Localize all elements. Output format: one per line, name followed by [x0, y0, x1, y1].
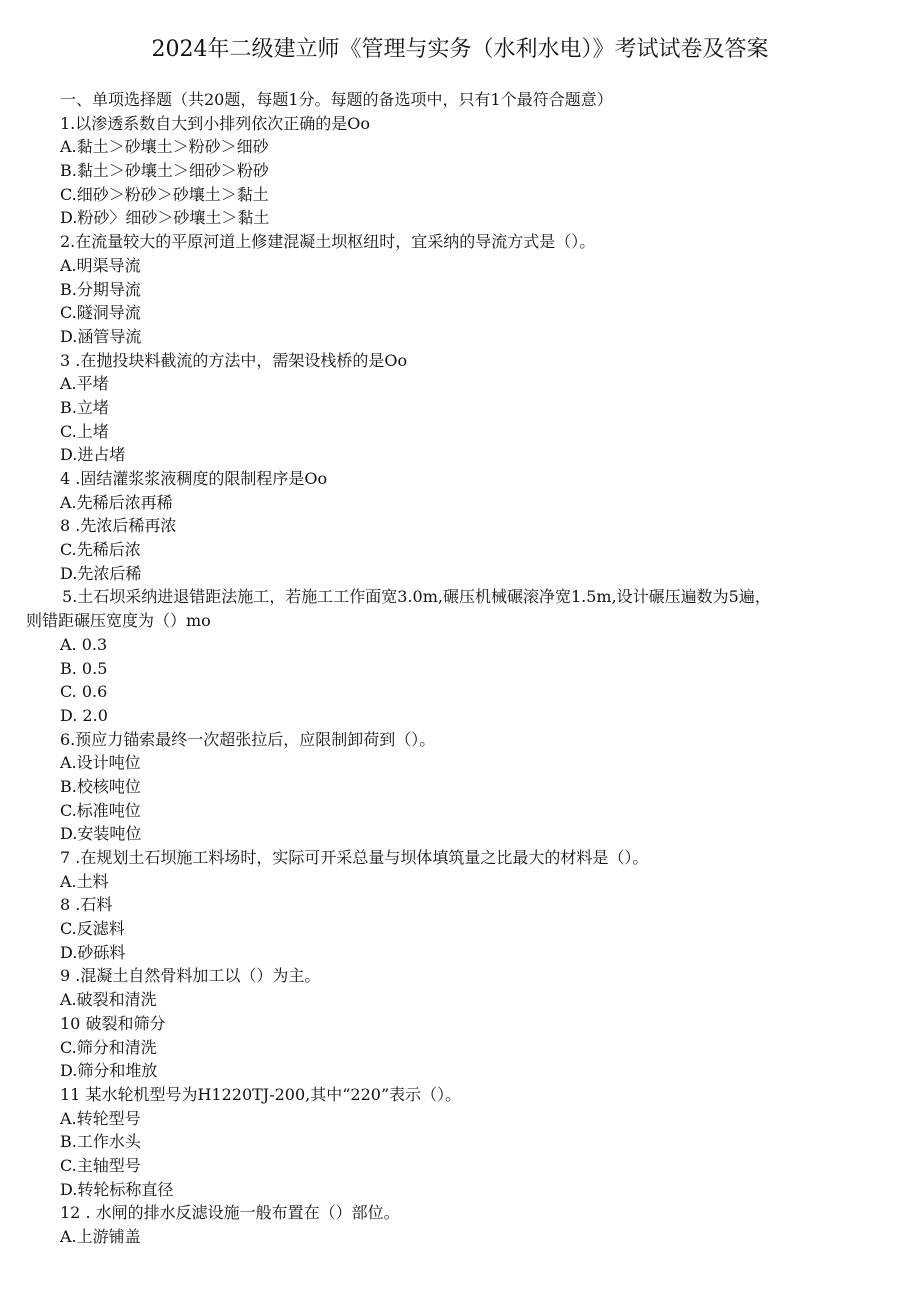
text-line: C.筛分和清洗: [60, 1037, 157, 1057]
text-line: D.进占堵: [60, 445, 126, 465]
text-line: 3 .在抛投块料截流的方法中，需架设栈桥的是Oo: [60, 350, 408, 370]
text-line: A.转轮型号: [60, 1108, 141, 1128]
text-line: D.转轮标称直径: [60, 1179, 174, 1199]
text-line: B.黏土＞砂壤土＞细砂＞粉砂: [60, 161, 269, 181]
text-line: C.上堵: [60, 421, 109, 441]
text-line: A.黏土＞砂壤土＞粉砂＞细砂: [60, 137, 269, 157]
text-line: C. 0.6: [60, 682, 108, 702]
text-line: A.平堵: [60, 374, 109, 394]
text-line: C.标准吨位: [60, 800, 141, 820]
text-line: C.细砂＞粉砂＞砂壤土＞黏土: [60, 184, 269, 204]
text-line: 10 破裂和筛分: [60, 1013, 166, 1033]
text-line: 8 .石料: [60, 895, 113, 915]
text-line: 8 .先浓后稀再浓: [60, 516, 177, 536]
text-line: D.安装吨位: [60, 824, 142, 844]
text-line: A.破裂和清洗: [60, 990, 157, 1010]
text-line: C.反滤料: [60, 919, 125, 939]
text-line: D. 2.0: [60, 705, 108, 725]
document-title: 2024年二级建立师《管理与实务（水利水电）》考试试卷及答案: [151, 37, 769, 62]
text-line: D.涵管导流: [60, 326, 142, 346]
text-line: A.先稀后浓再稀: [60, 492, 173, 512]
text-line: C.主轴型号: [60, 1155, 141, 1175]
text-line: A.设计吨位: [60, 753, 141, 773]
text-line: D.筛分和堆放: [60, 1061, 158, 1081]
text-line: 11 某水轮机型号为H1220TJ-200,其中“220”表示（）。: [60, 1084, 462, 1104]
text-line: A.土料: [60, 871, 109, 891]
text-line: 7 .在规划土石坝施工料场时，实际可开采总量与坝体填筑量之比最大的材料是（）。: [60, 848, 649, 867]
section-heading: 一、单项选择题（共20题，每题1分。每题的备选项中，只有1个最符合题意）: [60, 90, 613, 109]
text-line: D.先浓后稀: [60, 563, 142, 583]
text-line: A. 0.3: [60, 634, 108, 654]
text-line: B.工作水头: [60, 1132, 141, 1152]
text-line: A.上游铺盖: [60, 1227, 141, 1246]
text-line: A.明渠导流: [60, 255, 141, 275]
text-line: 2.在流量较大的平原河道上修建混凝土坝枢纽时，宜采纳的导流方式是（）。: [60, 232, 596, 252]
text-line: 1.以渗透系数自大到小排列依次正确的是Oo: [60, 113, 371, 133]
question-5-line-1: 5.土石坝采纳进退错距法施工，若施工工作面宽3.0m,碾压机械碾滚净宽1.5m,设计碾压遍数为5遍，: [62, 587, 771, 607]
text-line: C.先稀后浓: [60, 540, 141, 560]
text-line: B.分期导流: [60, 279, 141, 299]
text-line: B.立堵: [60, 397, 109, 417]
text-line: B.校核吨位: [60, 776, 141, 796]
text-line: D.砂砾料: [60, 942, 126, 962]
text-line: 6.预应力锚索最终一次超张拉后，应限制卸荷到（）。: [60, 729, 436, 749]
text-line: C.隧洞导流: [60, 303, 141, 323]
question-5-line-2: 则错距碾压宽度为（）mo: [26, 611, 211, 631]
text-line: 4 .固结灌浆浆液稠度的限制程序是Oo: [60, 469, 328, 488]
text-line: B. 0.5: [60, 658, 108, 678]
document-body: [26, 88, 890, 1249]
text-line: 12 . 水闸的排水反滤设施一般布置在（）部位。: [60, 1203, 400, 1223]
text-line: D.粉砂〉细砂＞砂壤土＞黏土: [60, 208, 270, 228]
text-line: 9 .混凝土自然骨料加工以（）为主。: [60, 966, 321, 986]
